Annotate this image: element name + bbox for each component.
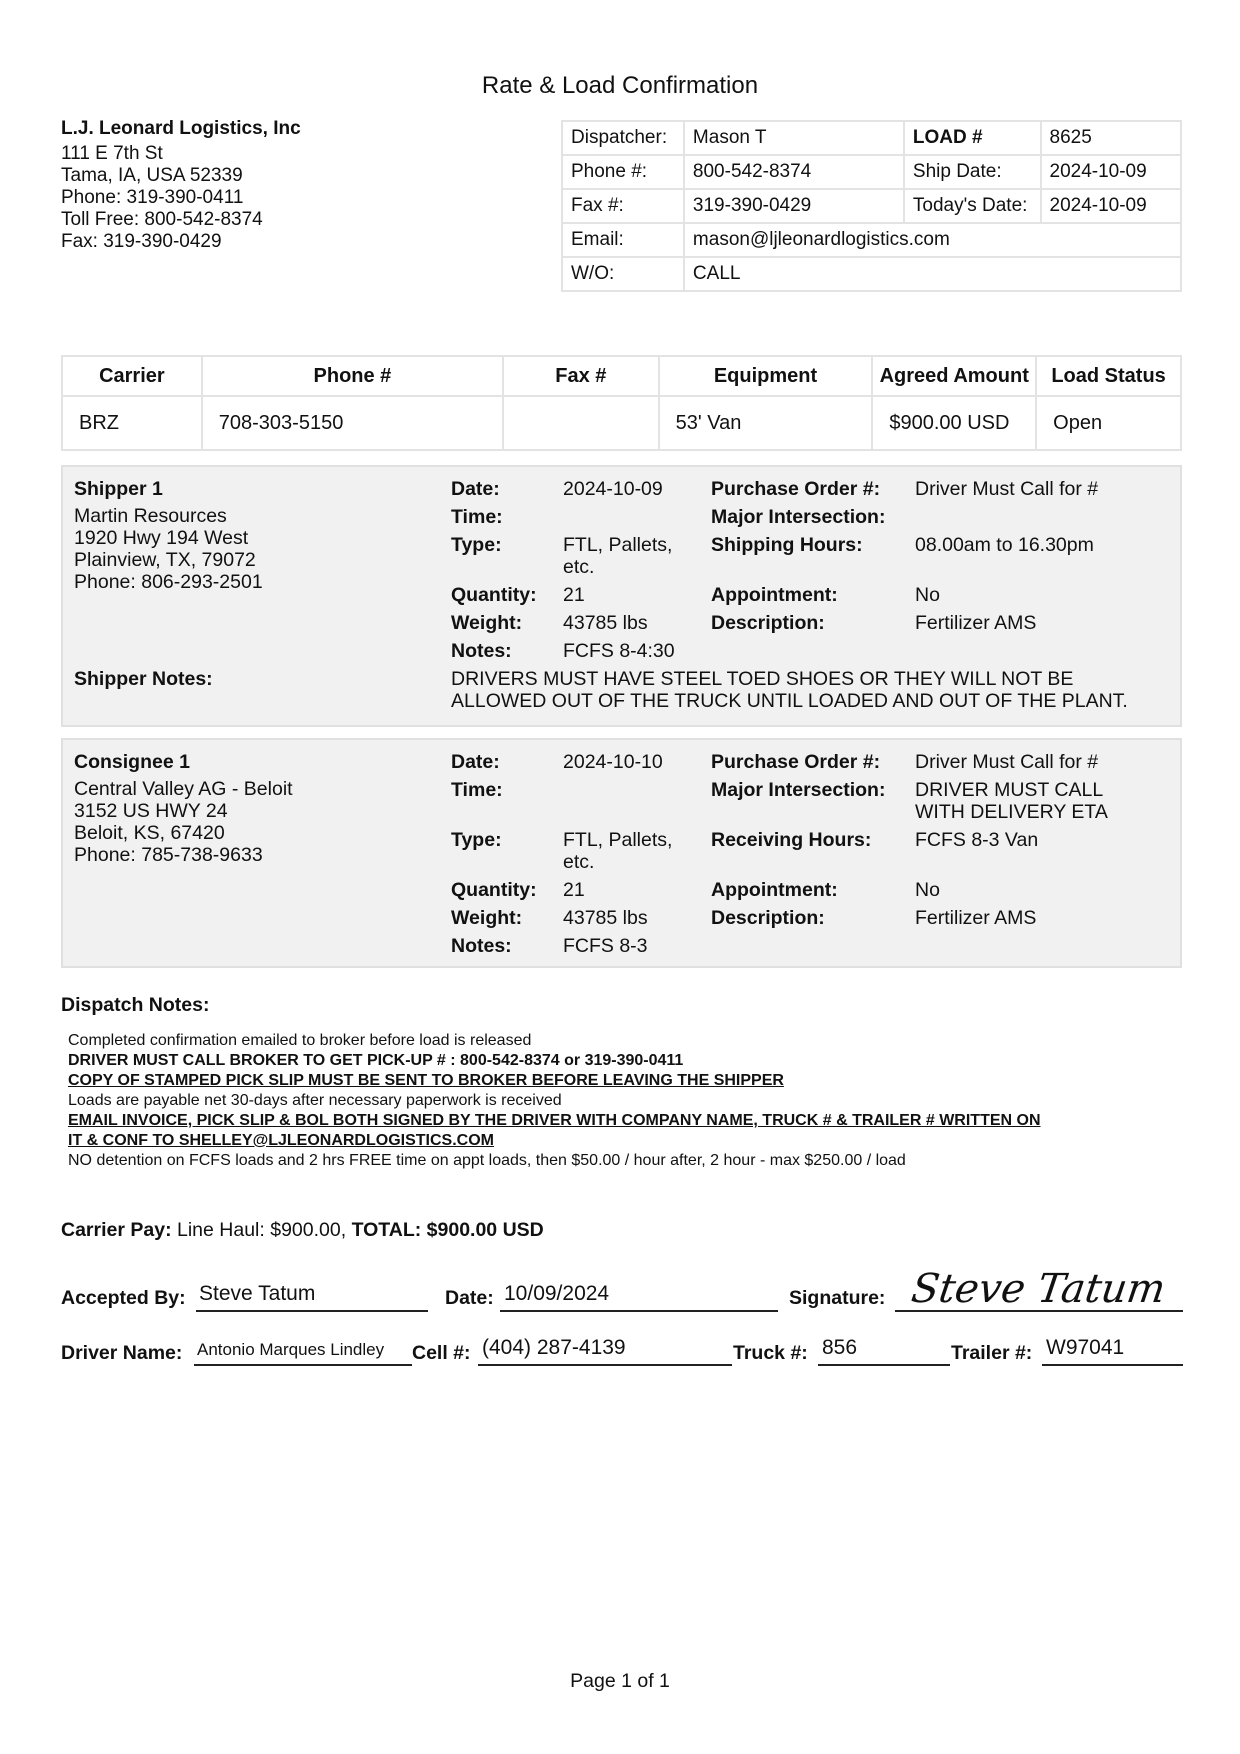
accept-date-label: Date:: [445, 1287, 494, 1309]
line-haul: Line Haul: $900.00,: [177, 1219, 347, 1241]
shipper-title: Shipper 1: [74, 478, 163, 500]
carrier-header: Carrier: [62, 356, 202, 396]
email-value: mason@ljleonardlogistics.com: [684, 223, 1181, 257]
phone-value: 800-542-8374: [684, 155, 904, 189]
consignee-hours-label: Receiving Hours:: [711, 829, 872, 851]
document-title: Rate & Load Confirmation: [481, 72, 759, 99]
carrier-pay: [61, 1219, 544, 1242]
shipper-notes-label: Notes:: [451, 640, 512, 662]
shipper-phone: Phone: 806-293-2501: [74, 571, 263, 593]
shipper-notes-value: FCFS 8-4:30: [563, 640, 675, 662]
consignee-type-line1: FTL, Pallets,: [563, 829, 673, 851]
shipper-description-value: Fertilizer AMS: [915, 612, 1037, 634]
driver-name-value: Antonio Marques Lindley: [197, 1340, 385, 1359]
consignee-po-value: Driver Must Call for #: [915, 751, 1099, 773]
shipper-quantity-label: Quantity:: [451, 584, 537, 606]
consignee-notes-label: Notes:: [451, 935, 512, 957]
carrier-name-cell: BRZ: [62, 396, 202, 450]
consignee-name: Central Valley AG - Beloit: [74, 778, 293, 800]
table-row: [62, 396, 1181, 450]
company-name: L.J. Leonard Logistics, Inc: [61, 118, 301, 139]
dispatch-notes: [68, 1031, 1041, 1171]
consignee-type-label: Type:: [451, 829, 502, 851]
shipper-weight-value: 43785 lbs: [563, 612, 648, 634]
pay-total: TOTAL: $900.00 USD: [351, 1219, 544, 1241]
consignee-appointment-label: Appointment:: [711, 879, 838, 901]
company-address-line1: 111 E 7th St: [61, 143, 163, 164]
load-status-header: Load Status: [1036, 356, 1181, 396]
consignee-address-line2: Beloit, KS, 67420: [74, 822, 225, 844]
consignee-weight-label: Weight:: [451, 907, 523, 929]
agreed-amount-header: Agreed Amount: [872, 356, 1036, 396]
email-label: Email:: [562, 223, 684, 257]
dispatch-note-4: Loads are payable net 30-days after necessary paperwork is received: [68, 1092, 562, 1109]
consignee-phone: Phone: 785-738-9633: [74, 844, 263, 866]
company-fax: Fax: 319-390-0429: [61, 231, 222, 252]
consignee-type-line2: etc.: [563, 851, 595, 873]
carrier-fax-header: Fax #: [503, 356, 659, 396]
shipper-appointment-value: No: [915, 584, 940, 606]
carrier-table: [61, 355, 1182, 451]
shipper-notes-line1: DRIVERS MUST HAVE STEEL TOED SHOES OR THEY WILL NOT BE: [451, 668, 1074, 690]
shipper-notes-line2: ALLOWED OUT OF THE TRUCK UNTIL LOADED AND OUT OF THE PLANT.: [451, 690, 1128, 712]
agreed-amount-cell: $900.00 USD: [872, 396, 1036, 450]
company-address-line2: Tama, IA, USA 52339: [61, 165, 243, 186]
shipper-date-label: Date:: [451, 478, 500, 500]
equipment-header: Equipment: [659, 356, 873, 396]
cell-label: Cell #:: [412, 1342, 471, 1364]
ship-date-label: Ship Date:: [904, 155, 1041, 189]
page-number: Page 1 of 1: [570, 1670, 670, 1692]
load-status-cell: Open: [1036, 396, 1181, 450]
consignee-hours-value: FCFS 8-3 Van: [915, 829, 1039, 851]
shipper-appointment-label: Appointment:: [711, 584, 838, 606]
company-toll-free: Toll Free: 800-542-8374: [61, 209, 263, 230]
company-phone: Phone: 319-390-0411: [61, 187, 244, 208]
consignee-intersection-line2: WITH DELIVERY ETA: [915, 801, 1108, 823]
consignee-weight-value: 43785 lbs: [563, 907, 648, 929]
trailer-label: Trailer #:: [951, 1342, 1033, 1364]
dispatch-note-6: IT & CONF TO SHELLEY@LJLEONARDLOGISTICS.COM: [68, 1132, 494, 1149]
dispatch-note-1: Completed confirmation emailed to broker before load is released: [68, 1032, 532, 1049]
dispatch-note-5: EMAIL INVOICE, PICK SLIP & BOL BOTH SIGNED BY THE DRIVER WITH COMPANY NAME, TRUCK # & TRAILER # WRITTEN ON: [68, 1112, 1041, 1129]
carrier-fax-cell: [503, 396, 659, 450]
carrier-phone-cell: 708-303-5150: [202, 396, 503, 450]
load-label: LOAD #: [904, 121, 1041, 155]
shipper-type-line2: etc.: [563, 556, 595, 578]
consignee-po-label: Purchase Order #:: [711, 751, 881, 773]
signature-text: Steve Tatum: [908, 1266, 1169, 1312]
dispatch-note-7: NO detention on FCFS loads and 2 hrs FREE time on appt loads, then $50.00 / hour after, 2 hour - max $250.00 / load: [68, 1152, 906, 1169]
consignee-date-label: Date:: [451, 751, 500, 773]
fax-value: 319-390-0429: [684, 189, 904, 223]
company-block: [61, 118, 301, 253]
shipper-name: Martin Resources: [74, 505, 227, 527]
signature-label: Signature:: [789, 1287, 886, 1309]
accept-date-value: 10/09/2024: [504, 1282, 610, 1305]
shipper-panel: [61, 465, 1182, 727]
dispatcher-value: Mason T: [684, 121, 904, 155]
shipper-weight-label: Weight:: [451, 612, 523, 634]
consignee-appointment-value: No: [915, 879, 940, 901]
dispatcher-label: Dispatcher:: [562, 121, 684, 155]
shipper-type-label: Type:: [451, 534, 502, 556]
dispatch-notes-title: Dispatch Notes:: [61, 994, 210, 1016]
shipper-address-line2: Plainview, TX, 79072: [74, 549, 256, 571]
dispatch-note-2: DRIVER MUST CALL BROKER TO GET PICK-UP # : 800-542-8374 or 319-390-0411: [68, 1052, 684, 1069]
shipper-intersection-label: Major Intersection:: [711, 506, 886, 528]
dispatch-note-3: COPY OF STAMPED PICK SLIP MUST BE SENT TO BROKER BEFORE LEAVING THE SHIPPER: [68, 1072, 784, 1089]
truck-value: 856: [822, 1336, 858, 1359]
fax-label: Fax #:: [562, 189, 684, 223]
todays-date-value: 2024-10-09: [1041, 189, 1182, 223]
accepted-by-label: Accepted By:: [61, 1287, 186, 1309]
shipper-type-line1: FTL, Pallets,: [563, 534, 673, 556]
consignee-notes-value: FCFS 8-3: [563, 935, 648, 957]
shipper-date-value: 2024-10-09: [563, 478, 663, 500]
shipper-quantity-value: 21: [563, 584, 585, 606]
consignee-intersection-label: Major Intersection:: [711, 779, 886, 801]
consignee-panel: [61, 738, 1182, 968]
driver-name-label: Driver Name:: [61, 1342, 183, 1364]
carrier-pay-label: Carrier Pay:: [61, 1219, 172, 1241]
equipment-cell: 53' Van: [659, 396, 873, 450]
consignee-description-label: Description:: [711, 907, 825, 929]
phone-label: Phone #:: [562, 155, 684, 189]
consignee-title: Consignee 1: [74, 751, 190, 773]
wo-label: W/O:: [562, 257, 684, 291]
ship-date-value: 2024-10-09: [1041, 155, 1182, 189]
shipper-po-value: Driver Must Call for #: [915, 478, 1099, 500]
trailer-value: W97041: [1046, 1336, 1125, 1359]
consignee-address-line1: 3152 US HWY 24: [74, 800, 228, 822]
accepted-by-value: Steve Tatum: [199, 1282, 316, 1305]
dispatch-info-table: [561, 120, 1182, 292]
consignee-date-value: 2024-10-10: [563, 751, 663, 773]
shipper-hours-label: Shipping Hours:: [711, 534, 863, 556]
shipper-address-line1: 1920 Hwy 194 West: [74, 527, 249, 549]
wo-value: CALL: [684, 257, 1181, 291]
signature-image: [905, 1266, 1181, 1316]
shipper-description-label: Description:: [711, 612, 825, 634]
shipper-notes-heading: Shipper Notes:: [74, 668, 213, 690]
consignee-quantity-label: Quantity:: [451, 879, 537, 901]
truck-label: Truck #:: [733, 1342, 808, 1364]
shipper-hours-value: 08.00am to 16.30pm: [915, 534, 1094, 556]
consignee-intersection-line1: DRIVER MUST CALL: [915, 779, 1104, 801]
cell-value: (404) 287-4139: [482, 1336, 626, 1359]
consignee-time-label: Time:: [451, 779, 503, 801]
consignee-quantity-value: 21: [563, 879, 585, 901]
shipper-po-label: Purchase Order #:: [711, 478, 881, 500]
load-value: 8625: [1041, 121, 1182, 155]
shipper-time-label: Time:: [451, 506, 503, 528]
todays-date-label: Today's Date:: [904, 189, 1041, 223]
carrier-phone-header: Phone #: [202, 356, 503, 396]
consignee-description-value: Fertilizer AMS: [915, 907, 1037, 929]
